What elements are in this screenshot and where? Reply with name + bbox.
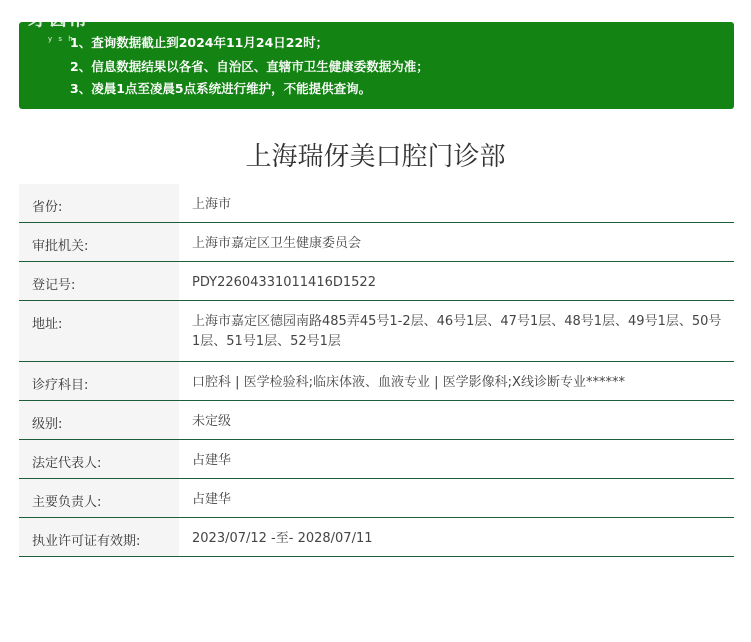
table-row: [19, 301, 734, 362]
row-label-address: 地址:: [19, 301, 179, 361]
table-row: [19, 440, 734, 479]
row-value-level: 未定级: [192, 414, 232, 429]
info-table: [19, 183, 734, 557]
row-value-legal-representative: 占建华: [192, 453, 232, 468]
row-label-departments: 诊疗科目:: [19, 362, 179, 400]
table-row: [19, 262, 734, 301]
notice-line-2: 2、信息数据结果以各省、自治区、直辖市卫生健康委数据为准；: [70, 59, 429, 74]
row-label-province: 省份:: [19, 184, 179, 222]
row-label-approval-authority: 审批机关:: [19, 223, 179, 261]
tooth-logo-icon: [4, 0, 26, 34]
row-value-registration-no: PDY22604331011416D1522: [192, 275, 376, 290]
row-label-registration-no: 登记号:: [19, 262, 179, 300]
row-label-level: 级别:: [19, 401, 179, 439]
notice-banner: [19, 22, 734, 109]
notice-line-1: 1、查询数据截止到2024年11月24日22时；: [70, 35, 329, 50]
row-label-principal: 主要负责人:: [19, 479, 179, 517]
page-title: 上海瑞伢美口腔门诊部: [245, 142, 506, 172]
table-row: [19, 518, 734, 557]
table-row: [19, 362, 734, 401]
row-value-approval-authority: 上海市嘉定区卫生健康委员会: [192, 236, 362, 251]
table-row: [19, 223, 734, 262]
row-value-license-validity: 2023/07/12 -至- 2028/07/11: [192, 531, 373, 546]
row-value-province: 上海市: [192, 197, 232, 212]
watermark-logo-text: 牙齿帮: [28, 6, 88, 30]
row-value-address: 上海市嘉定区德园南路485弄45号1-2层、46号1层、47号1层、48号1层、49号1层、50号1层、51号1层、52号1层: [192, 314, 722, 349]
notice-line-3: 3、凌晨1点至凌晨5点系统进行维护，不能提供查询。: [70, 81, 372, 96]
row-label-license-validity: 执业许可证有效期:: [19, 518, 179, 556]
table-row: [19, 479, 734, 518]
watermark-logo-sub: y s h: [48, 35, 75, 43]
row-label-legal-representative: 法定代表人:: [19, 440, 179, 478]
row-value-departments: 口腔科 | 医学检验科;临床体液、血液专业 | 医学影像科;X线诊断专业******: [192, 375, 625, 390]
table-row: [19, 401, 734, 440]
row-value-principal: 占建华: [192, 492, 232, 507]
table-row: [19, 184, 734, 223]
